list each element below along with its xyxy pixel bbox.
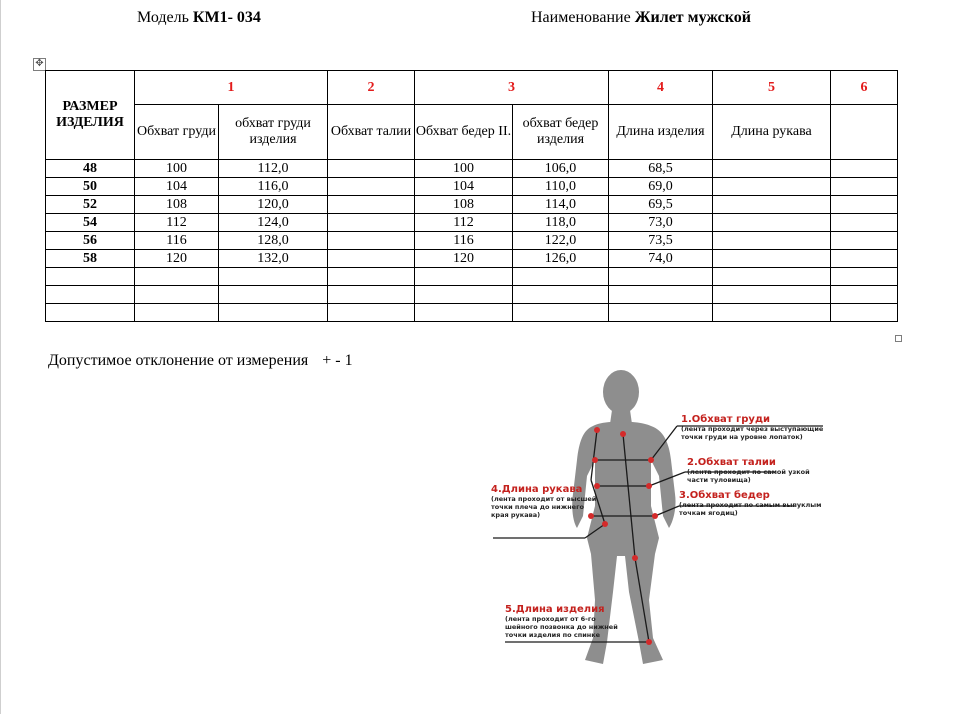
table-cell (831, 286, 898, 304)
table-cell: 120 (415, 250, 513, 268)
column-header: Длина рукава (713, 105, 831, 160)
table-cell: 100 (135, 160, 219, 178)
table-cell (219, 304, 328, 322)
callout-hips (679, 490, 821, 517)
model-label: Модель (137, 9, 189, 26)
table-cell (415, 286, 513, 304)
table-row (46, 214, 898, 232)
table-cell: 120,0 (219, 196, 328, 214)
measurement-figure (445, 360, 901, 686)
table-cell (713, 232, 831, 250)
tolerance-value: + - 1 (322, 352, 353, 369)
table-cell (328, 268, 415, 286)
callout-sleeve-length (491, 484, 596, 519)
group-number: 5 (713, 71, 831, 105)
table-cell (135, 286, 219, 304)
callout-title: 3.Обхват бедер (679, 490, 770, 501)
table-cell (713, 304, 831, 322)
table-row (46, 304, 898, 322)
callout-text: точкам ягодиц) (679, 509, 738, 517)
table-cell (713, 250, 831, 268)
group-number: 3 (415, 71, 609, 105)
table-row (46, 268, 898, 286)
tolerance-label: Допустимое отклонение от измерения (48, 352, 309, 369)
table-cell: 108 (415, 196, 513, 214)
table-cell: 104 (135, 178, 219, 196)
model-header (137, 9, 261, 27)
table-cell: 69,0 (609, 178, 713, 196)
callout-text: (лента проходит от высшей (491, 495, 597, 503)
table-cell (328, 304, 415, 322)
table-number-row (46, 71, 898, 105)
table-cell (713, 214, 831, 232)
table-cell (135, 268, 219, 286)
callout-text: точки плеча до нижнего (491, 503, 584, 511)
table-cell: 112 (415, 214, 513, 232)
column-header: обхват бедер изделия (513, 105, 609, 160)
callout-text: шейного позвонка до нижней (505, 623, 618, 631)
size-cell: 52 (46, 196, 135, 214)
table-cell (219, 286, 328, 304)
size-column-header: РАЗМЕР ИЗДЕЛИЯ (46, 71, 135, 160)
table-cell (328, 178, 415, 196)
table-cell: 114,0 (513, 196, 609, 214)
table-cell: 126,0 (513, 250, 609, 268)
size-cell: 50 (46, 178, 135, 196)
callout-text: точки изделия по спинке (505, 631, 601, 639)
table-cell: 132,0 (219, 250, 328, 268)
table-cell (831, 250, 898, 268)
callout-garment-length (505, 604, 618, 639)
table-cell: 69,5 (609, 196, 713, 214)
table-cell: 122,0 (513, 232, 609, 250)
table-cell (415, 268, 513, 286)
callout-title: 5.Длина изделия (505, 604, 605, 615)
table-cell (713, 196, 831, 214)
table-move-handle-icon[interactable]: ✥ (33, 58, 46, 71)
callout-text: (лента проходит по самой узкой (687, 468, 810, 476)
table-cell (513, 286, 609, 304)
table-cell (609, 268, 713, 286)
table-cell: 112 (135, 214, 219, 232)
table-cell (328, 232, 415, 250)
table-cell (713, 268, 831, 286)
table-cell: 116,0 (219, 178, 328, 196)
size-cell (46, 268, 135, 286)
tolerance-note (48, 352, 353, 370)
table-resize-handle[interactable] (895, 335, 902, 342)
callout-text: края рукава) (491, 511, 541, 519)
callout-text: (лента проходит по самым выпуклым (679, 501, 822, 509)
table-row (46, 250, 898, 268)
table-cell: 120 (135, 250, 219, 268)
table-cell: 74,0 (609, 250, 713, 268)
page-left-border (0, 0, 1, 714)
table-cell: 116 (135, 232, 219, 250)
table-cell (415, 304, 513, 322)
table-row (46, 196, 898, 214)
table-cell: 73,0 (609, 214, 713, 232)
column-header (831, 105, 898, 160)
table-cell: 73,5 (609, 232, 713, 250)
table-cell: 112,0 (219, 160, 328, 178)
size-cell (46, 286, 135, 304)
name-header (531, 9, 751, 27)
table-cell (831, 178, 898, 196)
table-row (46, 286, 898, 304)
table-cell (328, 214, 415, 232)
table-cell: 68,5 (609, 160, 713, 178)
table-cell: 124,0 (219, 214, 328, 232)
group-number: 1 (135, 71, 328, 105)
callout-chest (681, 414, 823, 441)
callout-text: точки груди на уровне лопаток) (681, 433, 803, 441)
size-cell: 56 (46, 232, 135, 250)
table-label-row (46, 105, 898, 160)
table-cell (831, 232, 898, 250)
table-cell (831, 304, 898, 322)
table-cell: 116 (415, 232, 513, 250)
table-cell: 106,0 (513, 160, 609, 178)
table-cell: 110,0 (513, 178, 609, 196)
callout-text: (лента проходит через выступающие (681, 425, 824, 433)
table-cell (831, 160, 898, 178)
table-cell: 108 (135, 196, 219, 214)
table-cell (513, 268, 609, 286)
table-cell (135, 304, 219, 322)
size-cell: 48 (46, 160, 135, 178)
table-body (46, 160, 898, 322)
table-row (46, 178, 898, 196)
size-cell: 54 (46, 214, 135, 232)
group-number: 4 (609, 71, 713, 105)
table-cell (328, 196, 415, 214)
table-cell: 118,0 (513, 214, 609, 232)
table-cell (831, 214, 898, 232)
table-cell: 128,0 (219, 232, 328, 250)
table-cell (713, 160, 831, 178)
column-header: Обхват талии (328, 105, 415, 160)
column-header: Обхват бедер II. (415, 105, 513, 160)
column-header: Обхват груди (135, 105, 219, 160)
table-cell (328, 286, 415, 304)
callout-title: 1.Обхват груди (681, 414, 771, 425)
column-header: обхват груди изделия (219, 105, 328, 160)
table-cell (831, 268, 898, 286)
model-value: КМ1- 034 (192, 9, 261, 26)
table-cell (609, 286, 713, 304)
name-label: Наименование (531, 9, 631, 26)
name-value: Жилет мужской (634, 9, 751, 26)
table-cell: 100 (415, 160, 513, 178)
callout-text: части туловища) (687, 476, 751, 484)
table-cell (831, 196, 898, 214)
table-row (46, 160, 898, 178)
column-header: Длина изделия (609, 105, 713, 160)
group-number: 6 (831, 71, 898, 105)
size-table (45, 70, 898, 322)
callout-title: 2.Обхват талии (687, 457, 776, 468)
size-cell: 58 (46, 250, 135, 268)
table-row (46, 232, 898, 250)
size-cell (46, 304, 135, 322)
group-number: 2 (328, 71, 415, 105)
table-cell (328, 160, 415, 178)
table-cell (328, 250, 415, 268)
table-cell (609, 304, 713, 322)
callout-title: 4.Длина рукава (491, 484, 583, 495)
callout-waist (687, 457, 810, 484)
callout-text: (лента проходит от 6-го (505, 615, 596, 623)
table-cell (513, 304, 609, 322)
table-cell (713, 286, 831, 304)
table-cell (219, 268, 328, 286)
table-cell (713, 178, 831, 196)
table-cell: 104 (415, 178, 513, 196)
